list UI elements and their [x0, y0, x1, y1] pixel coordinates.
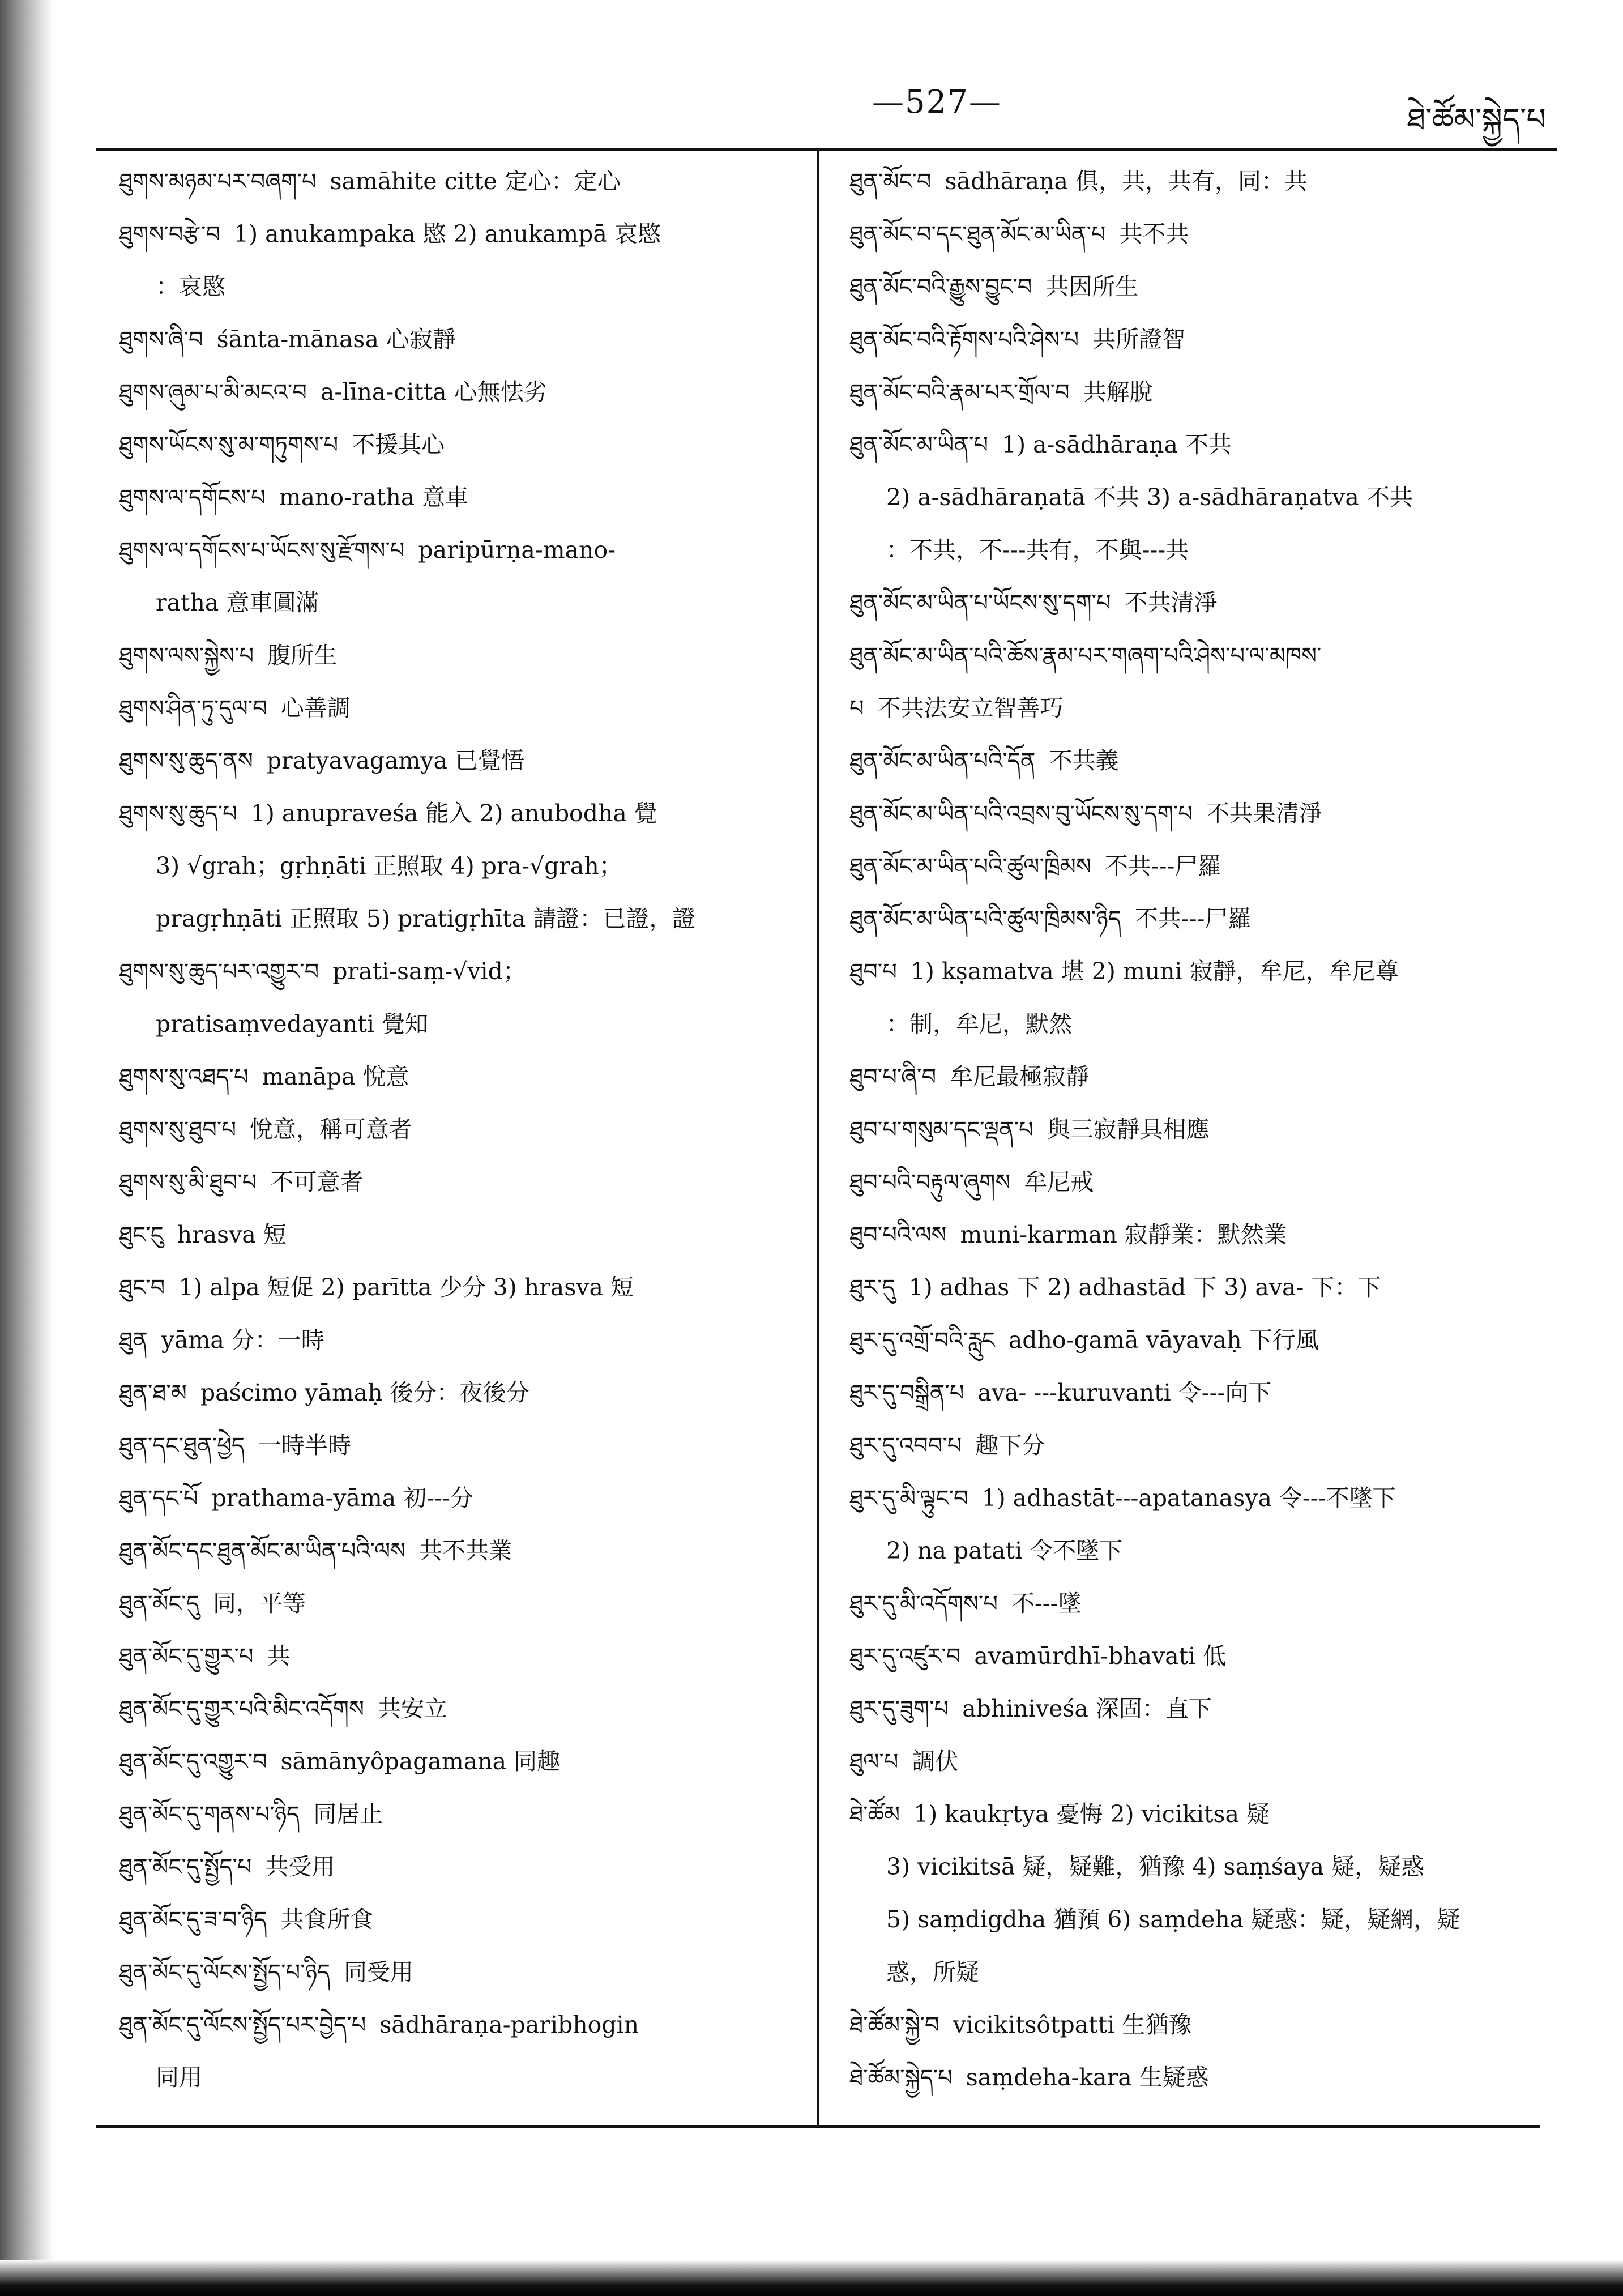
entry-definition: paścimo yāmaḥ 後分：夜後分: [200, 1379, 529, 1406]
tibetan-headword: ཐུན་མོང་བ: [849, 169, 932, 195]
tibetan-headword: ཐུན་དང་ཐུན་ཕྱེད: [119, 1433, 245, 1459]
entry-definition: muni-karman 寂靜業：默然業: [960, 1221, 1287, 1248]
dictionary-entry: [119, 471, 798, 524]
entry-definition: prati-saṃ-√vid；: [332, 958, 526, 985]
entry-definition: 3) √grah；gṛhṇāti 正照取 4) pra-√grah；: [156, 852, 622, 880]
entry-definition: paripūrṇa-mano-: [418, 536, 616, 564]
dictionary-entry: [849, 629, 1552, 682]
tibetan-headword: ཐུར་དུ་འགྲོ་བའི་རླུང: [849, 1328, 995, 1354]
dictionary-entry: [119, 1156, 798, 1209]
running-head: ཐེ་ཚོམ་སྐྱེད་པ: [1407, 101, 1546, 137]
entry-definition: 2) na patati 令不墜下: [886, 1537, 1123, 1564]
entry-definition: 共所證智: [1092, 326, 1186, 353]
dictionary-entry: [119, 1577, 798, 1630]
tibetan-headword: ཐུན་དང་པོ: [119, 1486, 198, 1512]
dictionary-entry: [119, 682, 798, 735]
entry-definition: 共受用: [265, 1853, 335, 1880]
dictionary-entry: [849, 1156, 1552, 1209]
entry-definition: manāpa 悅意: [262, 1063, 409, 1090]
dictionary-entry: [849, 787, 1552, 840]
entry-definition: 同居止: [313, 1800, 383, 1828]
column-divider: [817, 150, 819, 2126]
tibetan-headword: ཐུགས་ལ་དགོངས་པ: [119, 485, 266, 511]
entry-definition: 一時半時: [258, 1432, 351, 1459]
tibetan-headword: པ: [849, 695, 864, 722]
tibetan-headword: ཐུན་མོང་བ་དང་ཐུན་མོང་མ་ཡིན་པ: [849, 221, 1106, 247]
dictionary-entry: [119, 787, 798, 840]
entry-definition: 共不共: [1119, 220, 1189, 247]
tibetan-headword: ཐུགས་སུ་ཆུད་པར་འགྱུར་བ: [119, 959, 319, 985]
tibetan-headword: ཐུན་མོང་དུ་གནས་པ་ཉིད: [119, 1802, 300, 1828]
entry-definition: sāmānyôpagamana 同趣: [280, 1748, 561, 1775]
tibetan-headword: ཐུན་མོང་དུ་འགྱུར་བ: [119, 1749, 267, 1775]
entry-definition: 1) adhastāt---apatanasya 令---不墜下: [981, 1484, 1396, 1512]
dictionary-entry: [119, 945, 798, 998]
entry-definition: mano-ratha 意車: [279, 484, 469, 511]
tibetan-headword: ཐུང་ངུ: [119, 1222, 164, 1248]
dictionary-entry: [849, 1735, 1552, 1788]
entry-definition: 腹所生: [267, 642, 338, 669]
entry-definition: 共因所生: [1045, 273, 1139, 300]
entry-definition: 共解脫: [1083, 378, 1153, 406]
tibetan-headword: ཐུར་དུ་འཛུར་བ: [849, 1644, 961, 1670]
tibetan-headword: ཐུབ་པ: [849, 959, 897, 985]
entry-definition: hrasva 短: [177, 1221, 287, 1248]
entry-definition: abhiniveśa 深固：直下: [962, 1695, 1212, 1722]
tibetan-headword: ཐུགས་ཞི་བ: [119, 327, 203, 353]
tibetan-headword: ཐེ་ཚོམ་སྐྱེ་བ: [849, 2012, 939, 2038]
dictionary-entry: [849, 577, 1552, 629]
tibetan-headword: ཐུར་དུ: [849, 1275, 895, 1301]
dictionary-entry: [849, 1419, 1552, 1472]
entry-definition: 1) anukampaka 愍 2) anukampā 哀愍: [234, 220, 661, 247]
dictionary-entry: [119, 208, 798, 261]
dictionary-entry: [849, 2051, 1552, 2104]
dictionary-entry: [849, 1103, 1552, 1156]
tibetan-headword: ཐུགས་སུ་མི་ཐུབ་པ: [119, 1170, 257, 1196]
tibetan-headword: ཐུན་མོང་མ་ཡིན་པའི་ཚུལ་ཁྲིམས་ཉིད: [849, 906, 1121, 932]
dictionary-entry: [119, 1788, 798, 1841]
entry-definition: 2) a-sādhāraṇatā 不共 3) a-sādhāraṇatva 不共: [886, 484, 1413, 511]
tibetan-headword: ཐུགས་སུ་འཐད་པ: [119, 1064, 249, 1090]
tibetan-headword: ཐུགས་ཞུམ་པ་མི་མངའ་བ: [119, 379, 307, 406]
tibetan-headword: ཐུང་བ: [119, 1275, 165, 1301]
tibetan-headword: ཐུགས་སུ་ཆུད་ནས: [119, 748, 253, 774]
entry-definition: prathama-yāma 初---分: [211, 1484, 473, 1512]
tibetan-headword: ཐུར་དུ་བསྒྲིན་པ: [849, 1380, 964, 1406]
tibetan-headword: ཐུན་མོང་དུ་སྤྱོད་པ: [119, 1854, 252, 1880]
entry-definition: 共安立: [377, 1695, 447, 1722]
tibetan-headword: ཐུན་མོང་མ་ཡིན་པའི་དོན: [849, 748, 1036, 774]
dictionary-entry: [849, 1472, 1552, 1525]
entry-continuation: [849, 1946, 1552, 1999]
entry-definition: 1) a-sādhāraṇa 不共: [1002, 431, 1232, 458]
tibetan-headword: ཐུར་དུ་འབབ་པ: [849, 1433, 962, 1459]
tibetan-headword: ཐུགས་བརྩེ་བ: [119, 221, 220, 247]
entry-definition: 與三寂靜具相應: [1047, 1116, 1210, 1143]
dictionary-entry: [849, 682, 1552, 735]
tibetan-headword: ཐུར་དུ་ཟུག་པ: [849, 1696, 949, 1722]
entry-definition: adho-gamā vāyavaḥ 下行風: [1008, 1326, 1319, 1354]
dictionary-entry: [119, 1841, 798, 1893]
entry-definition: sādhāraṇa-paribhogin: [379, 2011, 639, 2038]
entry-continuation: [849, 524, 1552, 577]
tibetan-headword: ཐུར་དུ་མི་འདོགས་པ: [849, 1591, 998, 1617]
dictionary-entry: [119, 1683, 798, 1735]
dictionary-entry: [849, 1999, 1552, 2051]
entry-continuation: [849, 471, 1552, 524]
entry-continuation: [119, 998, 798, 1051]
entry-definition: 牟尼最極寂靜: [950, 1063, 1090, 1090]
dictionary-entry: [119, 1051, 798, 1103]
tibetan-headword: ཐེ་ཚོམ: [849, 1802, 900, 1828]
entry-definition: 1) alpa 短促 2) parītta 少分 3) hrasva 短: [178, 1274, 634, 1301]
tibetan-headword: ཐུབ་པ་གསུམ་དང་ལྡན་པ: [849, 1117, 1033, 1143]
footer-rule: [96, 2125, 1540, 2128]
left-column: [119, 155, 798, 2115]
tibetan-headword: ཐུགས་ལ་དགོངས་པ་ཡོངས་སུ་རྫོགས་པ: [119, 537, 405, 564]
entry-definition: 不---墜: [1011, 1590, 1082, 1617]
entry-definition: 不共果清淨: [1206, 800, 1322, 827]
entry-continuation: [849, 1893, 1552, 1946]
entry-continuation: [119, 893, 798, 945]
dictionary-entry: [849, 155, 1552, 208]
dictionary-entry: [849, 1261, 1552, 1314]
dictionary-entry: [849, 1051, 1552, 1103]
tibetan-headword: ཐུབ་པའི་བརྟུལ་ཞུགས: [849, 1170, 1011, 1196]
dictionary-entry: [119, 366, 798, 419]
entry-definition: 3) vicikitsā 疑，疑難，猶豫 4) saṃśaya 疑，疑惑: [886, 1853, 1425, 1880]
tibetan-headword: ཐུགས་ཤིན་ཏུ་དུལ་བ: [119, 695, 267, 722]
tibetan-headword: ཐུབ་པ་ཞི་བ: [849, 1064, 937, 1090]
entry-definition: 5) saṃdigdha 猶預 6) saṃdeha 疑惑：疑，疑網，疑: [886, 1906, 1460, 1933]
entry-definition: 心善調: [280, 694, 351, 722]
tibetan-headword: ཐུབ་པའི་ལས: [849, 1222, 947, 1248]
dictionary-entry: [119, 1209, 798, 1261]
entry-definition: 悅意，稱可意者: [249, 1116, 412, 1143]
dictionary-entry: [849, 419, 1552, 471]
dictionary-entry: [849, 1367, 1552, 1419]
entry-definition: ：不共，不---共有，不與---共: [886, 536, 1189, 564]
entry-definition: 1) adhas 下 2) adhastād 下 3) ava- 下：下: [908, 1274, 1381, 1301]
dictionary-entry: [849, 1209, 1552, 1261]
tibetan-headword: ཐུན་མོང་དུ་ལོངས་སྤྱོད་པར་བྱེད་པ: [119, 2012, 366, 2038]
dictionary-entry: [119, 1367, 798, 1419]
entry-definition: pratyavagamya 已覺悟: [266, 747, 525, 774]
dictionary-entry: [119, 1999, 798, 2051]
tibetan-headword: ཐུན་མོང་མ་ཡིན་པ: [849, 432, 988, 458]
entry-definition: 1) kaukṛtya 憂悔 2) vicikitsa 疑: [913, 1800, 1270, 1828]
entry-definition: 共食所食: [280, 1906, 374, 1933]
entry-definition: pratisaṃvedayanti 覺知: [156, 1010, 428, 1038]
entry-definition: 共: [267, 1642, 291, 1670]
tibetan-headword: ཐུགས་ཡོངས་སུ་མ་གཏུགས་པ: [119, 432, 339, 458]
entry-definition: yāma 分：一時: [161, 1326, 324, 1354]
entry-definition: pragṛhṇāti 正照取 5) pratigṛhīta 請證：已證，證: [156, 905, 696, 932]
dictionary-entry: [119, 1893, 798, 1946]
entry-definition: 不可意者: [270, 1168, 364, 1196]
entry-definition: 不援其心: [352, 431, 445, 458]
dictionary-entry: [119, 1261, 798, 1314]
dictionary-entry: [119, 313, 798, 366]
right-column: [849, 155, 1552, 2115]
entry-definition: ratha 意車圓滿: [156, 589, 319, 616]
dictionary-entry: [849, 840, 1552, 893]
dictionary-entry: [119, 1525, 798, 1577]
tibetan-headword: ཐུར་དུ་མི་ལྟུང་བ: [849, 1486, 968, 1512]
entry-definition: 不共---尸羅: [1104, 852, 1221, 880]
dictionary-entry: [849, 366, 1552, 419]
scan-shadow-left: [0, 0, 54, 2296]
tibetan-headword: ཐེ་ཚོམ་སྐྱེད་པ: [849, 2065, 953, 2091]
entry-definition: 牟尼戒: [1024, 1168, 1094, 1196]
dictionary-entry: [119, 419, 798, 471]
tibetan-headword: ཐུན་མོང་མ་ཡིན་པ་ཡོངས་སུ་དག་པ: [849, 590, 1111, 616]
entry-definition: 1) anupraveśa 能入 2) anubodha 覺: [250, 800, 657, 827]
page-number: —527—: [872, 84, 1002, 121]
entry-definition: 1) kṣamatva 堪 2) muni 寂靜，牟尼，牟尼尊: [910, 958, 1399, 985]
entry-definition: vicikitsôtpatti 生猶豫: [953, 2011, 1192, 2038]
tibetan-headword: ཐུགས་སུ་ཐུབ་པ: [119, 1117, 236, 1143]
tibetan-headword: ཐུན་མོང་མ་ཡིན་པའི་ཚུལ་ཁྲིམས: [849, 853, 1091, 880]
entry-definition: 趣下分: [975, 1432, 1045, 1459]
tibetan-headword: ཐུན་མོང་དུ་ལོངས་སྤྱོད་པ་ཉིད: [119, 1960, 331, 1986]
entry-definition: saṃdeha-kara 生疑惑: [966, 2064, 1209, 2091]
tibetan-headword: ཐུན་མོང་མ་ཡིན་པའི་འབྲས་བུ་ཡོངས་སུ་དག་པ: [849, 801, 1193, 827]
dictionary-entry: [849, 1577, 1552, 1630]
tibetan-headword: ཐུན་མོང་དུ་གྱུར་པ: [119, 1644, 254, 1670]
dictionary-entry: [119, 1103, 798, 1156]
tibetan-headword: ཐུགས་སུ་ཆུད་པ: [119, 801, 237, 827]
dictionary-entry: [849, 893, 1552, 945]
entry-definition: sādhāraṇa 俱，共，共有，同：共: [945, 168, 1308, 195]
dictionary-entry: [119, 524, 798, 577]
page-header: [96, 79, 1557, 142]
dictionary-entry: [849, 1683, 1552, 1735]
entry-definition: śānta-mānasa 心寂靜: [216, 326, 456, 353]
dictionary-entry: [119, 735, 798, 787]
tibetan-headword: ཐུན་མོང་བའི་རྟོགས་པའི་ཤེས་པ: [849, 327, 1079, 353]
header-rule: [96, 148, 1557, 151]
tibetan-headword: ཐུགས་མཉམ་པར་བཞག་པ: [119, 169, 317, 195]
entry-definition: 不共義: [1049, 747, 1119, 774]
tibetan-headword: ཐུན་མོང་དུ: [119, 1591, 199, 1617]
entry-definition: 不共---尸羅: [1134, 905, 1252, 932]
entry-definition: ：制，牟尼，默然: [886, 1010, 1072, 1038]
entry-definition: 不共清淨: [1124, 589, 1218, 616]
tibetan-headword: ཐུན་མོང་བའི་རྒྱུས་བྱུང་བ: [849, 274, 1032, 300]
dictionary-entry: [119, 1630, 798, 1683]
dictionary-entry: [119, 1419, 798, 1472]
entry-definition: a-līna-citta 心無怯劣: [320, 378, 547, 406]
entry-continuation: [119, 577, 798, 629]
dictionary-entry: [849, 1314, 1552, 1367]
entry-continuation: [119, 261, 798, 313]
entry-definition: ：哀愍: [156, 273, 225, 300]
entry-continuation: [849, 1525, 1552, 1577]
dictionary-entry: [849, 735, 1552, 787]
dictionary-entry: [849, 1630, 1552, 1683]
dictionary-entry: [119, 1735, 798, 1788]
entry-definition: 不共法安立智善巧: [877, 694, 1064, 722]
tibetan-headword: ཐུལ་པ: [849, 1749, 899, 1775]
dictionary-entry: [119, 155, 798, 208]
entry-definition: 共不共業: [419, 1537, 512, 1564]
entry-continuation: [119, 840, 798, 893]
entry-continuation: [119, 2051, 798, 2104]
dictionary-entry: [849, 1788, 1552, 1841]
dictionary-entry: [119, 1946, 798, 1999]
dictionary-entry: [119, 1472, 798, 1525]
entry-definition: ava- ---kuruvanti 令---向下: [977, 1379, 1272, 1406]
tibetan-headword: ཐུན: [119, 1328, 148, 1354]
tibetan-headword: ཐུན་མོང་བའི་རྣམ་པར་གྲོལ་བ: [849, 379, 1070, 406]
dictionary-entry: [849, 208, 1552, 261]
entry-definition: samāhite citte 定心：定心: [330, 168, 621, 195]
entry-definition: avamūrdhī-bhavati 低: [974, 1642, 1227, 1670]
dictionary-entry: [119, 1314, 798, 1367]
entry-continuation: [849, 1841, 1552, 1893]
dictionary-entry: [849, 261, 1552, 313]
tibetan-headword: ཐུགས་ལས་སྐྱེས་པ: [119, 643, 254, 669]
tibetan-headword: ཐུན་མོང་དུ་ཟ་བ་ཉིད: [119, 1907, 267, 1933]
dictionary-entry: [119, 629, 798, 682]
tibetan-headword: ཐུན་མོང་མ་ཡིན་པའི་ཆོས་རྣམ་པར་གཞག་པའི་ཤེས་པ་ལ་མཁས་: [849, 643, 1322, 669]
scan-shadow-bottom: [0, 2260, 1623, 2296]
entry-definition: 同用: [156, 2064, 202, 2091]
entry-definition: 同，平等: [212, 1590, 306, 1617]
tibetan-headword: ཐུན་མོང་དུ་གྱུར་པའི་མིང་འདོགས: [119, 1696, 364, 1722]
entry-continuation: [849, 998, 1552, 1051]
entry-definition: 同受用: [344, 1958, 414, 1986]
tibetan-headword: ཐུན་མོང་དང་ཐུན་མོང་མ་ཡིན་པའི་ལས: [119, 1538, 406, 1564]
dictionary-entry: [849, 313, 1552, 366]
tibetan-headword: ཐུན་ཐ་མ: [119, 1380, 187, 1406]
entry-definition: 調伏: [912, 1748, 959, 1775]
dictionary-entry: [849, 945, 1552, 998]
entry-definition: 惑，所疑: [886, 1958, 979, 1986]
